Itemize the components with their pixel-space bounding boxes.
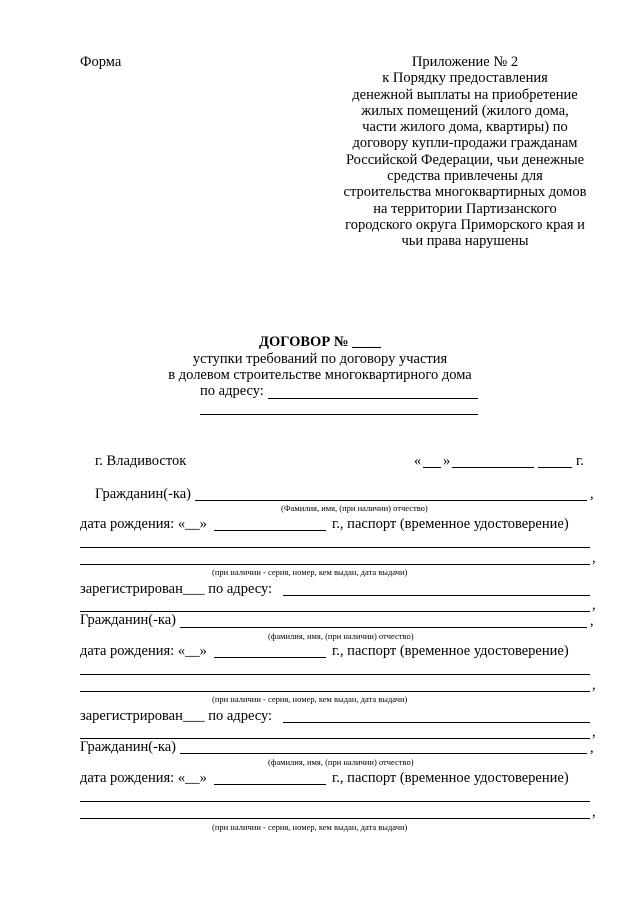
appendix-line: чьи права нарушены <box>401 233 529 250</box>
year-suffix: г. <box>576 453 584 469</box>
date-quote-open: « <box>414 453 422 469</box>
registered-label: зарегистрирован___ по адресу: <box>80 581 273 597</box>
birth-label: дата рождения: «__» <box>80 516 207 532</box>
comma: , <box>592 724 596 740</box>
citizen-label: Гражданин(-ка) <box>95 486 192 502</box>
appendix-line: Российской Федерации, чьи денежные <box>345 151 585 168</box>
name-hint: (фамилия, имя, (при наличии) отчество) <box>268 757 414 767</box>
passport-line <box>80 564 590 565</box>
birth-label: дата рождения: «__» <box>80 643 207 659</box>
appendix-line: Приложение № 2 <box>411 54 519 70</box>
appendix-line: средства привлечены для <box>387 168 543 185</box>
registered-line <box>283 595 590 596</box>
comma: , <box>592 804 596 820</box>
registered-line <box>283 722 590 723</box>
citizen-label: Гражданин(-ка) <box>80 612 177 628</box>
name-hint: (Фамилия, имя, (при наличии) отчество) <box>281 503 428 513</box>
passport-text: г., паспорт (временное удостоверение) <box>332 770 569 786</box>
address-line <box>268 398 478 399</box>
passport-hint: (при наличии - серия, номер, кем выдан, дата выдачи) <box>212 694 408 704</box>
contract-subtitle-2: в долевом строительстве многоквартирного дома <box>168 367 472 383</box>
passport-text: г., паспорт (временное удостоверение) <box>332 516 569 532</box>
passport-line <box>80 691 590 692</box>
appendix-line: жилых помещений (жилого дома, <box>361 102 569 119</box>
contract-subtitle-1: уступки требований по договору участия <box>192 351 448 367</box>
registered-label: зарегистрирован___ по адресу: <box>80 708 273 724</box>
comma: , <box>590 486 594 502</box>
comma: , <box>592 550 596 566</box>
passport-hint: (при наличии - серия, номер, кем выдан, дата выдачи) <box>212 822 408 832</box>
contract-title: ДОГОВОР № ____ <box>258 334 382 350</box>
appendix-line: городского округа Приморского края и <box>345 216 585 233</box>
passport-hint: (при наличии - серия, номер, кем выдан, дата выдачи) <box>212 567 408 577</box>
birth-date-line <box>214 657 326 658</box>
date-year-line <box>538 467 572 468</box>
date-quote-close: » <box>443 453 451 469</box>
name-line <box>195 500 587 501</box>
appendix-line: на территории Партизанского <box>373 200 557 217</box>
form-label: Форма <box>80 54 122 70</box>
address-label: по адресу: <box>200 383 264 399</box>
passport-line <box>80 818 590 819</box>
date-day-line <box>423 467 441 468</box>
appendix-line: денежной выплаты на приобретение <box>352 86 578 103</box>
comma: , <box>592 677 596 693</box>
appendix-line: договору купли-продажи гражданам <box>352 135 578 152</box>
address-line-2 <box>200 414 478 415</box>
comma: , <box>590 613 594 629</box>
birth-date-line <box>214 784 326 785</box>
name-line <box>180 753 587 754</box>
passport-text: г., паспорт (временное удостоверение) <box>332 643 569 659</box>
passport-line <box>80 801 590 802</box>
birth-label: дата рождения: «__» <box>80 770 207 786</box>
comma: , <box>590 740 594 756</box>
appendix-line: к Порядку предоставления <box>382 70 548 87</box>
citizen-label: Гражданин(-ка) <box>80 739 177 755</box>
birth-date-line <box>214 530 326 531</box>
city-label: г. Владивосток <box>95 453 187 469</box>
passport-line <box>80 547 590 548</box>
appendix-line: строительства многоквартирных домов <box>343 184 587 201</box>
appendix-line: части жилого дома, квартиры) по <box>362 119 568 136</box>
passport-line <box>80 674 590 675</box>
name-hint: (фамилия, имя, (при наличии) отчество) <box>268 631 414 641</box>
date-month-line <box>452 467 534 468</box>
name-line <box>180 627 587 628</box>
comma: , <box>592 597 596 613</box>
appendix-block <box>340 54 590 250</box>
